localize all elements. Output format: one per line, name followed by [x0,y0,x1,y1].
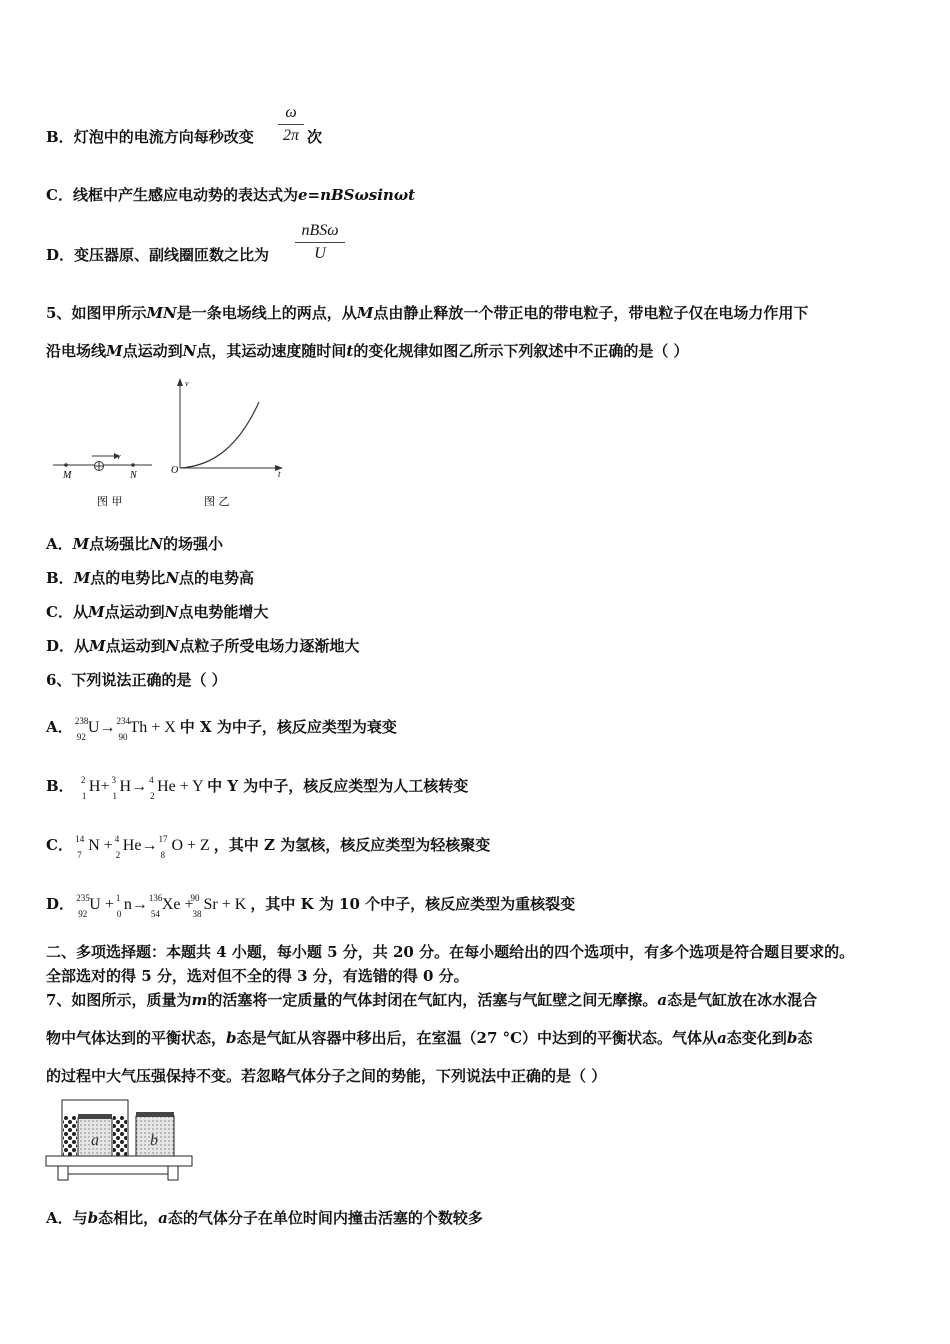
stem-symbol: b [226,1029,237,1047]
fraction-nbsw-u [295,222,345,263]
q7-stem-line1 [46,990,817,1010]
label-v: v [117,452,121,461]
element: n [123,896,132,913]
atomic-number: 1 [81,791,87,801]
q4-option-c [46,185,415,205]
option-label: C． [46,836,73,854]
symbol: M [87,603,105,621]
option-text: 态的气体分子在单位时间内撞击活塞的个数较多 [167,1209,483,1227]
figure-yi [171,378,283,508]
symbol: N [164,603,179,621]
emf-expression: e=nBSωsinωt [297,186,416,204]
product-term: + Y [179,778,204,795]
q6-option-c [46,834,491,860]
option-text: 中 X 为中子，核反应类型为衰变 [179,718,397,736]
q5-option-d [46,636,359,656]
element: He [122,837,142,854]
element: Xe [161,896,181,913]
mass-number: 2 [80,775,86,785]
mass-number: 14 [75,834,85,844]
stem-symbol: t [346,342,354,360]
q6-option-a [46,716,397,742]
q4-option-d [46,245,269,265]
option-text: 从 [74,637,90,655]
q5-option-b [46,568,254,588]
axis-t-label: t [278,469,281,479]
symbol: M [89,637,106,655]
q7-stem-line2 [46,1028,812,1048]
isotope-he4 [114,834,142,860]
product-term: + X [151,719,176,736]
reaction-arrow: → [141,837,158,854]
option-text: 点的电势高 [179,569,255,587]
atomic-number: 7 [77,850,82,860]
fraction-numerator: nBSω [295,222,345,243]
option-label: B． [46,777,74,795]
q6-option-d [46,893,576,919]
ice-water-left [63,1116,77,1156]
atomic-number: 2 [115,850,121,860]
stem-symbol: M [356,304,374,322]
stem-text: 的变化规律如图乙所示下列叙述中不正确的是（ ） [353,342,689,360]
mass-number: 90 [190,893,200,903]
figure-jia [53,452,152,508]
stem-text: 沿电场线 [46,342,107,360]
element: U [89,896,101,913]
element: U [87,719,100,736]
atomic-number: 38 [192,909,202,919]
label-m: M [63,470,72,481]
option-text: ，其中 K 为 10 个中子，核反应类型为重核裂变 [250,895,576,913]
stem-symbol: M [106,342,123,360]
q5-option-c [46,602,268,622]
element: N [88,837,100,854]
mass-number: 17 [158,834,168,844]
symbol: N [165,637,180,655]
q4-option-b [46,127,254,147]
stem-symbol: MN [146,304,177,322]
symbol: N [165,569,180,587]
plus-sign: + [100,778,110,795]
atomic-number: 0 [116,909,122,919]
q5-stem-line1 [46,303,808,323]
element: Th [129,719,148,736]
label-b: b [150,1132,158,1149]
fraction-denominator: U [314,245,326,262]
q5-option-a [46,534,223,554]
symbol: M [72,535,90,553]
atomic-number: 8 [160,850,165,860]
plus-sign: + [104,896,114,913]
option-text: 中 Y 为中子，核反应类型为人工核转变 [207,777,469,795]
caption-jia: 图 甲 [97,495,123,508]
q7-cylinder-figure [44,1096,196,1186]
atomic-number: 90 [118,732,128,742]
isotope-o17 [158,834,183,860]
option-text: 点粒子所受电场力逐渐地大 [179,637,360,655]
reaction-arrow: → [131,896,148,913]
symbol: N [149,535,163,553]
option-label: A． [46,1209,73,1227]
option-text: 线框中产生感应电动势的表达式为 [72,186,298,204]
stem-text: 态是气缸从容器中移出后，在室温（27 °C）中达到的平衡状态。气体从 [236,1029,718,1047]
option-text: 点的电势比 [90,569,166,587]
option-label: B． [46,569,74,587]
q5-figures [50,374,290,514]
element: H [88,778,101,795]
stem-text: 物中气体达到的平衡状态， [46,1029,227,1047]
nuclear-equation [76,893,250,919]
isotope-he4 [149,775,176,801]
stem-symbol: m [191,991,208,1009]
stem-symbol: a [717,1029,727,1047]
caption-yi: 图 乙 [204,495,230,508]
neutron [115,893,132,919]
stem-text: 7、如图所示，质量为 [46,991,192,1009]
q7-stem-line3: 的过程中大气压强保持不变。若忽略气体分子之间的势能，下列说法中正确的是（ ） [46,1067,607,1085]
stem-text: 态变化到 [726,1029,787,1047]
atomic-number: 92 [76,732,86,742]
stem-text: 点，其运动速度随时间 [196,342,347,360]
q5-stem-line2 [46,341,689,361]
option-label: D． [46,637,75,655]
stem-text: 点由静止释放一个带正电的带电粒子，带电粒子仅在电场力作用下 [373,304,809,322]
plus-sign: + [103,837,113,854]
mass-number: 238 [74,716,89,726]
option-text: 的场强小 [162,535,223,553]
nuclear-equation [79,775,207,801]
isotope-th234 [116,716,148,742]
product-term: + Z [187,837,210,854]
velocity-curve [180,402,259,468]
axis-v-label: v [185,379,189,388]
stem-text: 点运动到 [122,342,183,360]
stem-symbol: N [182,342,197,360]
symbol: b [87,1209,99,1227]
option-text: 从 [72,603,88,621]
option-text: 与 [72,1209,88,1227]
stem-text: 的活塞将一定质量的气体封闭在气缸内，活塞与气缸壁之间无摩擦。 [207,991,658,1009]
option-label: C． [46,603,73,621]
reaction-arrow: → [99,719,116,736]
mass-number: 3 [111,775,117,785]
section-heading-line2: 全部选对的得 5 分，选对但不全的得 3 分，有选错的得 0 分。 [46,967,469,985]
element: O [171,837,183,854]
symbol: a [158,1209,168,1227]
option-label: D． [46,246,75,264]
option-text: 灯泡中的电流方向每秒改变 [73,128,254,146]
reaction-arrow: → [131,778,148,795]
fraction-denominator: 2π [282,127,299,144]
stem-symbol: b [786,1029,798,1047]
option-text: 点场强比 [89,535,150,553]
q6-option-b [46,775,469,801]
mass-number: 1 [115,893,121,903]
fraction-numerator: ω [278,104,304,125]
option-text: ，其中 Z 为氢核，核反应类型为轻核聚变 [213,836,491,854]
isotope-u235 [76,893,101,919]
option-text: 点运动到 [104,603,165,621]
isotope-n14 [75,834,100,860]
isotope-u238 [74,716,100,742]
option-label: D． [46,895,75,913]
mass-number: 234 [116,716,130,726]
origin-label: O [171,465,179,476]
option-label: A． [46,535,73,553]
question-number: 5、 [46,304,72,322]
fraction-omega-2pi [278,104,304,145]
stem-symbol: a [657,991,668,1009]
stem-text: 态是气缸放在冰水混合 [667,991,818,1009]
stem-text: 态 [797,1029,813,1047]
option-label: C． [46,186,73,204]
isotope-sr90 [190,893,218,919]
point-n-dot [131,463,135,467]
section-heading-line1: 二、多项选择题：本题共 4 小题，每小题 5 分，共 20 分。在每小题给出的四个选项中，有多个选项是符合题目要求的。 [46,943,855,961]
plus-sign: + [184,896,194,913]
element: H [119,778,132,795]
symbol: M [73,569,91,587]
label-n: N [130,470,137,481]
piston-b [136,1112,174,1117]
q7-option-a [46,1208,483,1228]
stem-text: 如图甲所示 [71,304,147,322]
table-leg-right [168,1166,178,1180]
nuclear-equation [75,834,214,860]
mass-number: 136 [148,893,163,903]
piston-a [78,1114,112,1119]
stem-text: 是一条电场线上的两点，从 [176,304,357,322]
element: He [157,778,176,795]
isotope-h3 [111,775,132,801]
atomic-number: 54 [150,909,160,919]
option-text: 点电势能增大 [178,603,269,621]
atomic-number: 1 [112,791,118,801]
mass-number: 235 [76,893,90,903]
option-text: 态相比， [98,1209,159,1227]
point-m-dot [64,463,68,467]
element: Sr [203,896,218,913]
mass-number: 4 [149,775,154,785]
atomic-number: 2 [150,791,155,801]
nuclear-equation [74,716,180,742]
q6-stem: 6、下列说法正确的是（ ） [46,671,227,689]
atomic-number: 92 [78,909,88,919]
label-a: a [91,1132,99,1149]
option-label: A． [46,718,73,736]
ice-water-right [113,1116,127,1156]
table-top [46,1156,192,1166]
option-text: 变压器原、副线圈匝数之比为 [74,246,270,264]
product-term: + K [221,896,247,913]
table-leg-left [58,1166,68,1180]
option-text: 点运动到 [105,637,166,655]
isotope-h2 [80,775,101,801]
option-label: B． [46,128,74,146]
q4-option-b-tail: 次 [307,128,323,146]
isotope-xe136 [148,893,181,919]
mass-number: 4 [114,834,120,844]
